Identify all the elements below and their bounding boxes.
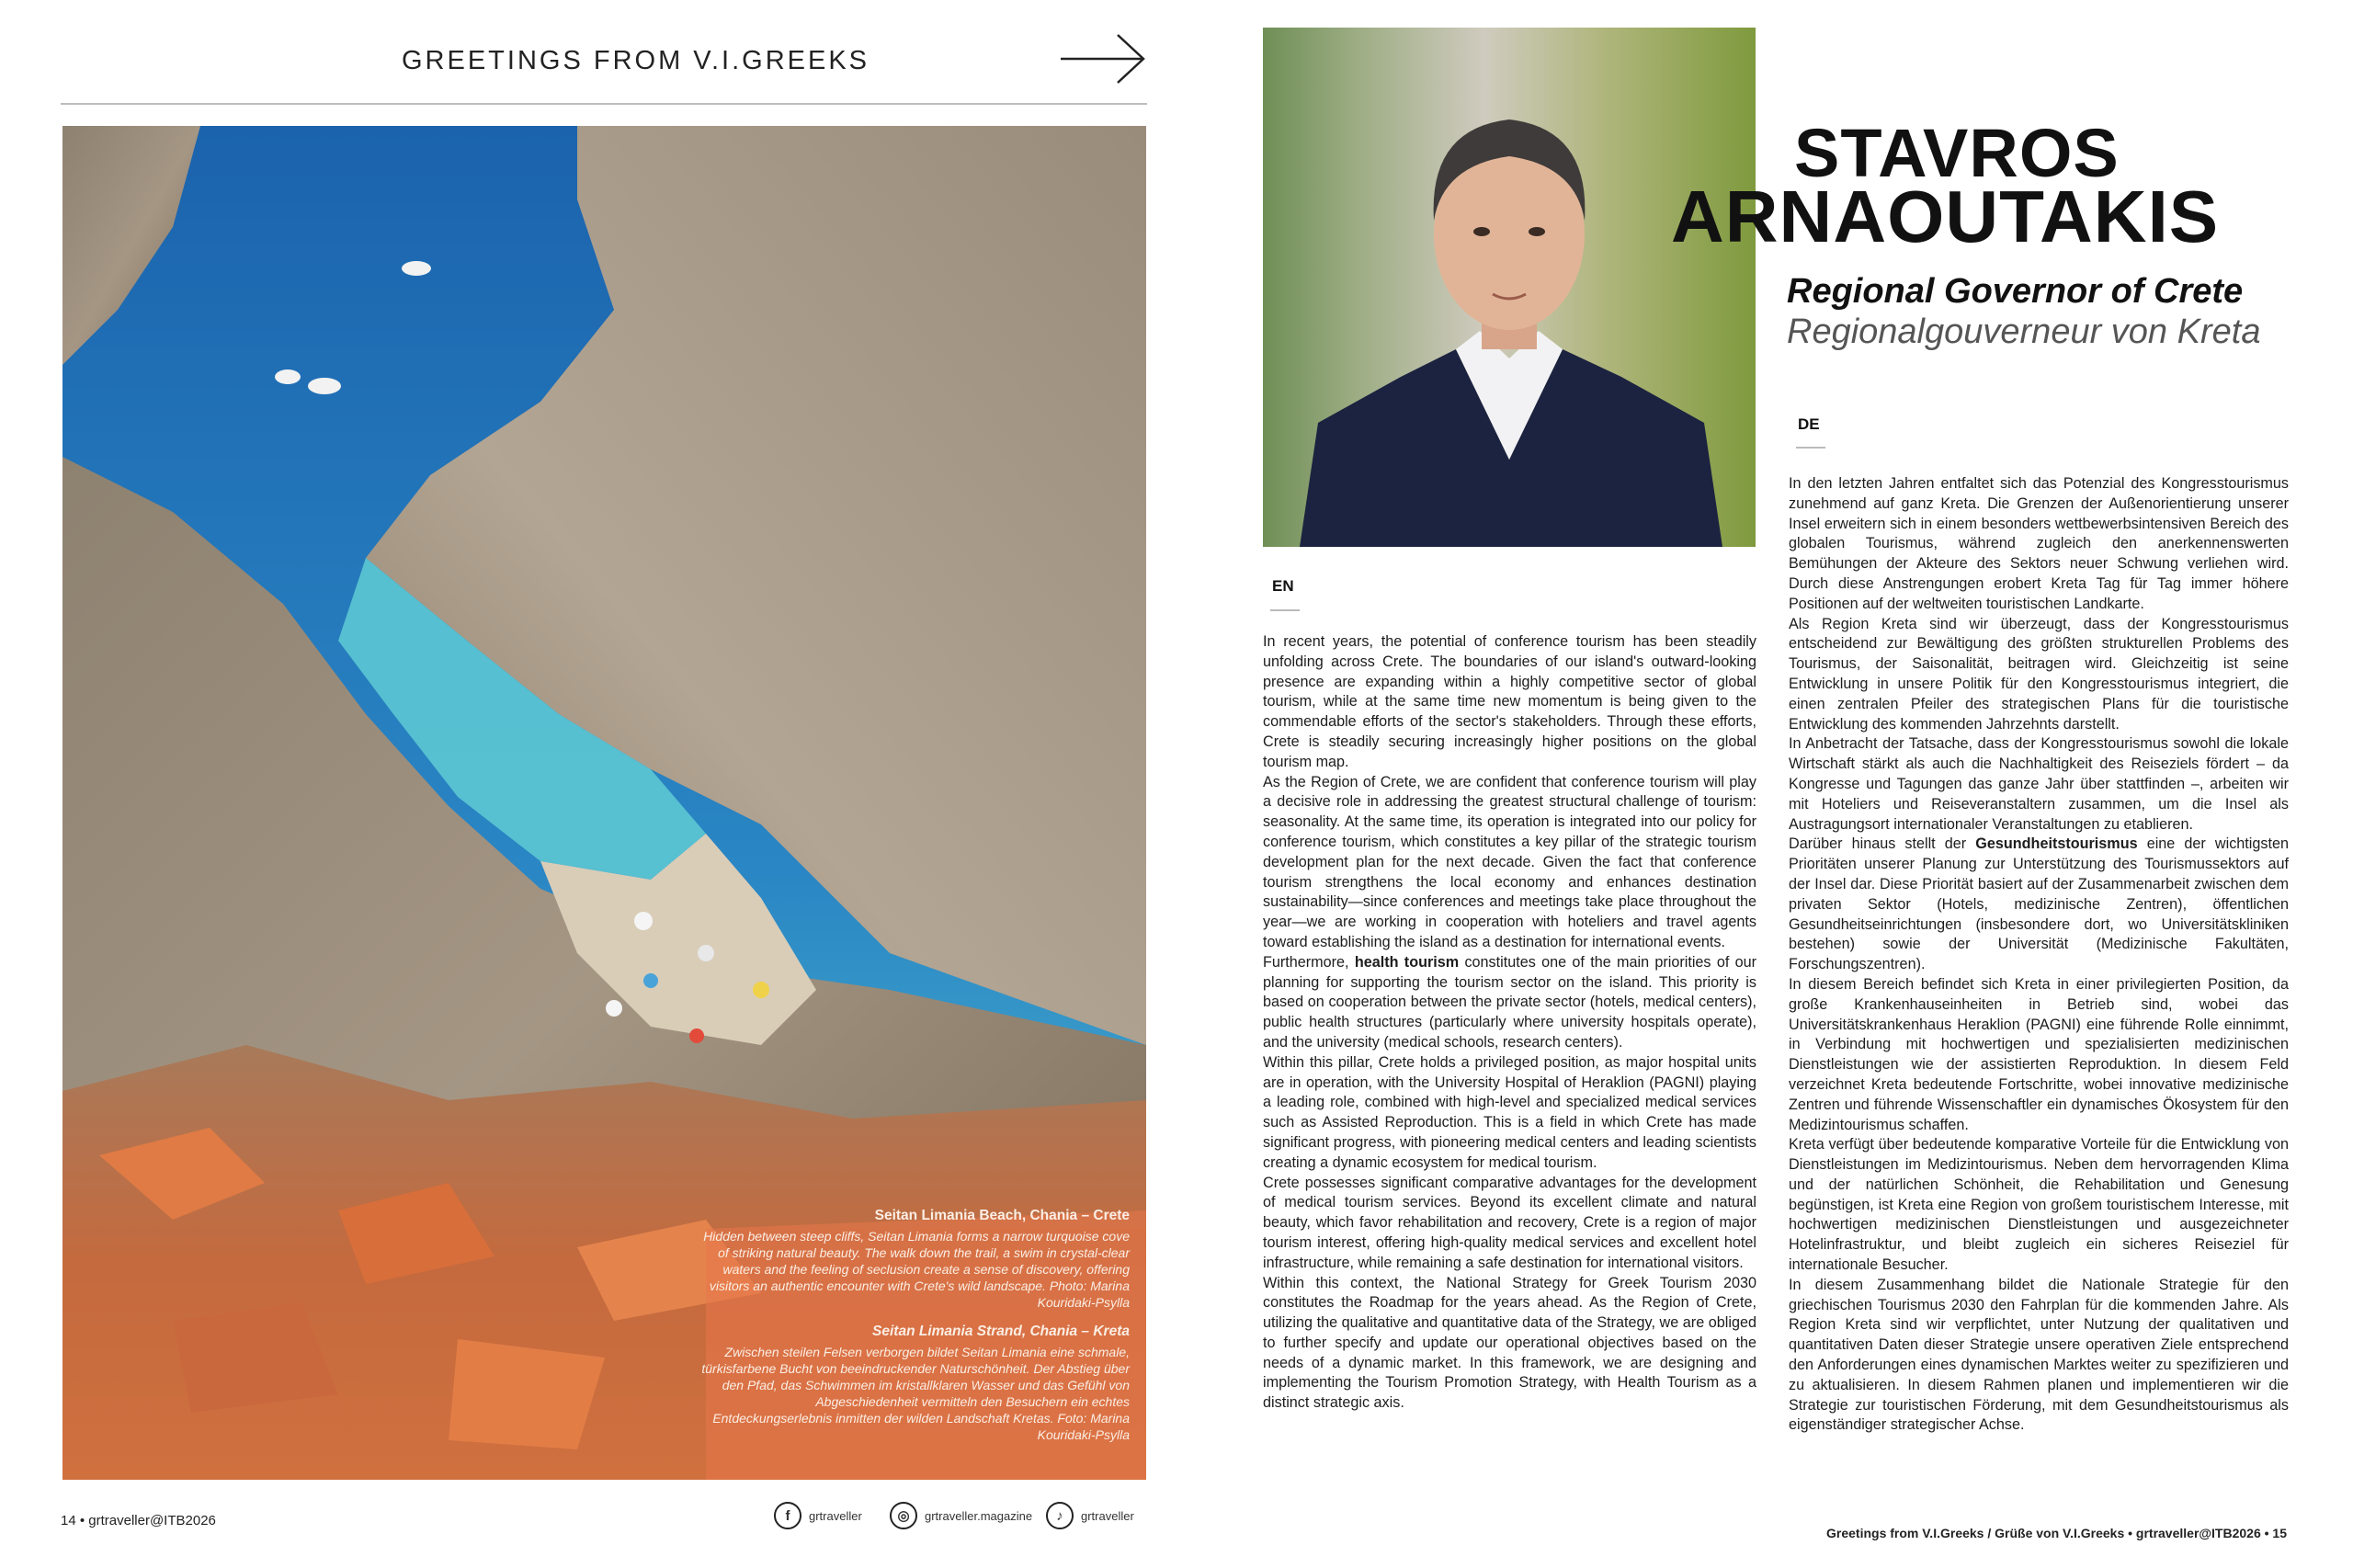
arrow-right-icon (1059, 31, 1147, 86)
paragraph: In diesem Bereich befindet sich Kreta in einer privilegierten Position, da große Krankenhauseinheiten in Betrieb sind, wobei das Universitätskrankenhaus Heraklion (PAGNI) eine führende Rolle einnimmt, in Verbindung mit hochwertigen und spezialisierten medizinischen Dienstleistungen wie der assistierten Reproduktion. In diesem Feld verzeichnet Kreta bedeutende Fortschritte, wobei innovative medizinische Zentren und führende Wissenschaftler ein dynamisches Ökosystem für den Medizintourismus schaffen. (1789, 975, 2289, 1133)
highlight-term: Gesundheitstourismus (1975, 835, 2138, 853)
social-tiktok[interactable] (1046, 1502, 1134, 1529)
section-header-title: GREETINGS FROM V.I.GREEKS (402, 46, 870, 75)
paragraph: Kreta verfügt über bedeutende komparative Vorteile für die Entwicklung von Dienstleistungen im Medizintourismus. Neben dem hervorragenden Klima und der natürlichen Schönheit, die Rehabilitation und Genesung begünstigen, ist Kreta eine Region von großem touristischem Interesse, mit hochwertigen medizinischen Dienstleistungen und ausgezeichneter Hotelinfrastruktur, und bleibt zugleich ein sicheres Reiseziel für internationale Besucher. (1789, 1136, 2289, 1274)
highlight-term: health tourism (1354, 953, 1460, 971)
role-title-en: Regional Governor of Crete (1787, 272, 2244, 311)
tiktok-icon: ♪ (1046, 1502, 1074, 1529)
article-column-de (1789, 474, 2289, 1436)
portrait-illustration (1263, 28, 1756, 547)
paragraph: Within this pillar, Crete holds a privileged position, as major hospital units are in operation, with the University Hospital of Heraklion (PAGNI) playing a leading role, combined with high-level and specialized medical services such as Assisted Reproduction. This is a field in which Crete has made significant progress, with pioneering medical centers and leading scientists creating a dynamic ecosystem for medical tourism. (1263, 1053, 1756, 1171)
page-folio-left: 14 • grtraveller@ITB2026 (61, 1513, 216, 1528)
caption-title-de: Seitan Limania Strand, Chania – Kreta (872, 1324, 1130, 1339)
caption-text-de: Zwischen steilen Felsen verborgen bildet Seitan Limania eine schmale, türkisfarbene Bucht von beeindruckender Naturschönheit. Der Abstieg über den Pfad, das Schwimmen im kristallklaren Wasser und das Gefühl von Abgeschiedenheit vermitteln den Besuchern ein echtes Entdeckungserlebnis inmitten der wilden Landschaft Kretas. Foto: Marina Kouridaki-Psylla (701, 1345, 1130, 1442)
facebook-icon: f (774, 1502, 801, 1529)
social-handle: grtraveller (1081, 1508, 1134, 1523)
article-column-en (1263, 632, 1756, 1414)
caption-title-en: Seitan Limania Beach, Chania – Crete (874, 1208, 1130, 1223)
lang-divider-en (1270, 609, 1300, 611)
caption-text-en: Hidden between steep cliffs, Seitan Limania forms a narrow turquoise cove of striking natural beauty. The walk down the trail, a swim in crystal-clear waters and the feeling of seclusion create a sense of discovery, offering visitors an authentic encounter with Crete's wild landscape. Photo: Marina Kouridaki-Psylla (703, 1229, 1130, 1310)
paragraph: Furthermore, health tourism constitutes one of the main priorities of our planning for supporting the tourism sector on the island. This priority is based on cooperation between the private sector (hotels, medical centers), public health structures (particularly where university hospitals operate), and the university (medical schools, research centers). (1263, 953, 1756, 1051)
header-divider (61, 103, 1147, 105)
paragraph: Within this context, the National Strategy for Greek Tourism 2030 constitutes the Roadmap for the years ahead. As the Region of Crete, utilizing the qualitative and quantitative data of the Strategy, we are obliged to further specify and update our operational objectives based on the needs of a dynamic market. In this framework, we are designing and implementing the Tourism Promotion Strategy, with Health Tourism as a distinct strategic axis. (1263, 1274, 1756, 1412)
role-title-de: Regionalgouverneur von Kreta (1787, 312, 2261, 351)
left-page (0, 0, 1176, 1568)
lang-tag-de: DE (1798, 415, 1820, 433)
social-handle: grtraveller (809, 1508, 862, 1523)
social-instagram[interactable] (890, 1502, 1032, 1529)
paragraph: Als Region Kreta sind wir überzeugt, dass der Kongresstourismus entscheidend zur Bewältigung des größten strukturellen Problems des Tourismus, der Saisonalität, beitragen wird. Gleichzeitig ist seine Entwicklung in unsere Politik für den Kongresstourismus integriert, die einen zentralen Pfeiler des strategischen Plans für die touristische Entwicklung des kommenden Jahrzehnts darstellt. (1789, 615, 2289, 733)
social-facebook[interactable] (774, 1502, 862, 1529)
portrait-photo (1263, 28, 1756, 547)
page-folio-right: Greetings from V.I.Greeks / Grüße von V.I.Greeks • grtraveller@ITB2026 • 15 (1826, 1526, 2287, 1540)
person-last-name: ARNAOUTAKIS (1671, 176, 2220, 257)
paragraph: Crete possesses significant comparative advantages for the development of medical tourism services. Beyond its excellent climate and natural beauty, which favor rehabilitation and recovery, Crete is a region of major tourism interest, offering high-quality medical services and excellent hotel infrastructure, while remaining a safe destination for international visitors. (1263, 1174, 1756, 1271)
paragraph: Darüber hinaus stellt der Gesundheitstourismus eine der wichtigsten Prioritäten unserer Planung zur Unterstützung des Tourismussektors auf der Insel dar. Diese Priorität basiert auf der Zusammenarbeit zwischen dem privaten Sektor (Hotels, medizinische Zentren), öffentlichen Gesundheitseinrichtungen (insbesondere dort, wo Universitätskliniken bestehen) sowie der Universität (Medizinische Fakultäten, Forschungszentren). (1789, 835, 2289, 973)
paragraph: In den letzten Jahren entfaltet sich das Potenzial des Kongresstourismus zunehmend auf ganz Kreta. Die Grenzen der Außenorientierung unserer Insel erweitern sich in einem besonders wettbewerbsintensiven Bereich des globalen Tourismus, während zugleich den anerkennenswerten Bemühungen der Akteure des Sektors neuer Schwung verliehen wird. Durch diese Anstrengungen erobert Kreta Tag für Tag immer höhere Positionen auf der weltweiten touristischen Landkarte. (1789, 475, 2289, 612)
paragraph: In recent years, the potential of conference tourism has been steadily unfolding across Crete. The boundaries of our island's outward-looking presence are expanding within a highly competitive sector of global tourism, while at the same time new momentum is being given to the commendable efforts of the sector's stakeholders. Through these efforts, Crete is steadily securing increasingly higher positions on the global tourism map. (1263, 633, 1756, 770)
paragraph: In Anbetracht der Tatsache, dass der Kongresstourismus sowohl die lokale Wirtschaft stärkt als auch die Nachhaltigkeit des Reiseziels fördert – da Kongresse und Tagungen das ganze Jahr über stattfinden –, arbeiten wir mit Hoteliers und Reiseveranstaltern zusammen, um die Insel als Austragungsort internationaler Veranstaltungen zu etablieren. (1789, 735, 2289, 833)
paragraph: In diesem Zusammenhang bildet die Nationale Strategie für den griechischen Tourismus 2030 den Fahrplan für die kommenden Jahre. Als Region Kreta sind wir verpflichtet, unter Nutzung der qualitativen und quantitativen Daten dieser Strategie unsere operativen Ziele entsprechend den Anforderungen eines dynamischen Marktes weiter zu spezifizieren und zu aktualisieren. In diesem Rahmen planen und implementieren wir die Strategie zur touristischen Förderung, mit dem Gesundheitstourismus als eigenständiger strategischer Achse. (1789, 1276, 2289, 1434)
lang-tag-en: EN (1272, 577, 1294, 595)
social-handle: grtraveller.magazine (925, 1508, 1033, 1523)
paragraph: As the Region of Crete, we are confident that conference tourism will play a decisive role in addressing the greatest structural challenge of tourism: seasonality. At the same time, its operation is integrated into our policy for conference tourism, which constitutes a key pillar of the strategic tourism development plan for the next decade. Given the fact that conference tourism strengthens the local economy and enhances destination sustainability—since conferences and meetings take place throughout the year—we are working in cooperation with hoteliers and travel agents toward establishing the island as a destination for international events. (1263, 773, 1756, 950)
beach-photo (63, 126, 1146, 1480)
instagram-icon: ◎ (890, 1502, 917, 1529)
lang-divider-de (1796, 447, 1825, 449)
photo-caption (698, 1208, 1130, 1443)
person-first-name: STAVROS (1794, 115, 2120, 191)
